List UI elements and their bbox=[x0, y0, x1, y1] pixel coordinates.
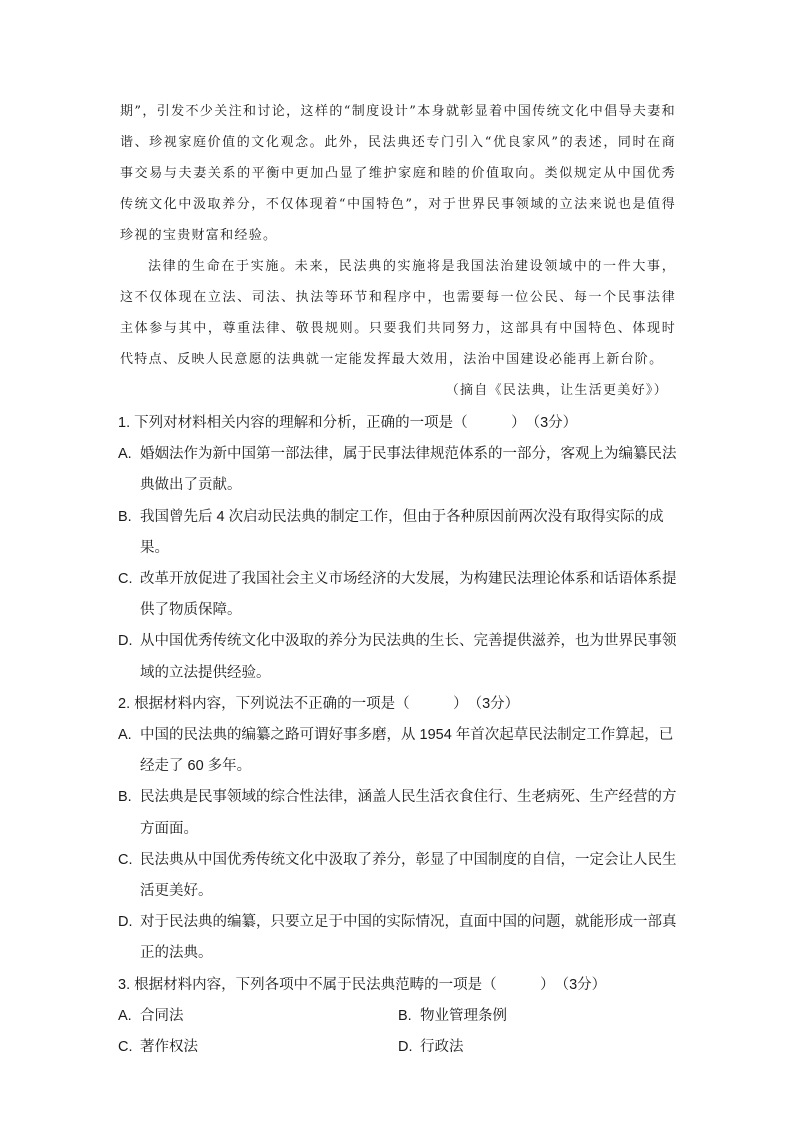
option-b bbox=[118, 782, 678, 844]
option-a bbox=[118, 439, 678, 501]
option-text: 民法典是民事领域的综合性法律，涵盖人民生活衣食住行、生老病死、生产经营的方方面面。 bbox=[140, 789, 677, 837]
option-text: 改革开放促进了我国社会主义市场经济的大发展，为构建民法理论体系和话语体系提供了物质保障。 bbox=[140, 571, 677, 619]
question-stem: 1. 下列对材料相关内容的理解和分析，正确的一项是（ ） （3分） bbox=[118, 415, 578, 431]
question-1 bbox=[118, 408, 678, 689]
option-c bbox=[118, 1032, 398, 1063]
option-b bbox=[398, 1001, 678, 1032]
question-stem: 2. 根据材料内容，下列说法不正确的一项是（ ） （3分） bbox=[118, 695, 520, 712]
option-text: 从中国优秀传统文化中汲取的养分为民法典的生长、完善提供滋养，也为世界民事领域的立法提供经验。 bbox=[140, 633, 677, 681]
option-label: D. bbox=[118, 914, 133, 931]
question-3 bbox=[118, 970, 678, 1064]
option-text: 中国的民法典的编纂之路可谓好事多磨，从 1954 年首次起草民法制定工作算起，已经走了 60 多年。 bbox=[140, 727, 674, 775]
passage-paragraph: 法律的生命在于实施。未来，民法典的实施将是我国法治建设领域中的一件大事，这不仅体现在立法、司法、执法等环节和程序中，也需要每一位公民、每一个民事法律主体参与其中，尊重法律、敬畏规则。只要我们共同努力，这部具有中国特色、体现时代特点、反映人民意愿的法典就一定能发挥最大效用，法治中国建设必能再上新台阶。 bbox=[120, 259, 676, 367]
option-text: 民法典从中国优秀传统文化中汲取了养分，彰显了中国制度的自信，一定会让人民生活更美好。 bbox=[140, 851, 677, 900]
option-text: 我国曾先后 4 次启动民法典的制定工作，但由于各种原因前两次没有取得实际的成果。 bbox=[140, 508, 664, 556]
passage-paragraph: 期”，引发不少关注和讨论，这样的“制度设计”本身就彰显着中国传统文化中倡导夫妻和谐、珍视家庭价值的文化观念。此外，民法典还专门引入“优良家风”的表述，同时在商事交易与夫妻关系的平衡中更加凸显了维护家庭和睦的价值取向。类似规定从中国优秀传统文化中汲取养分，不仅体现着“中国特色”，对于世界民事领域的立法来说也是值得珍视的宝贵财富和经验。 bbox=[120, 104, 676, 243]
option-text: 行政法 bbox=[420, 1039, 464, 1056]
reading-passage bbox=[120, 96, 676, 406]
option-c bbox=[118, 564, 678, 626]
option-text: 对于民法典的编纂，只要立足于中国的实际情况，直面中国的问题，就能形成一部真正的法典。 bbox=[140, 914, 677, 962]
option-label: C. bbox=[118, 851, 133, 868]
question-2 bbox=[118, 689, 678, 970]
option-text: 合同法 bbox=[140, 1007, 184, 1024]
option-label: C. bbox=[118, 571, 133, 588]
option-row bbox=[118, 1001, 678, 1032]
question-stem: 3. 根据材料内容，下列各项中不属于民法典范畴的一项是（ ） （3分） bbox=[118, 976, 607, 993]
option-a bbox=[118, 1001, 398, 1032]
option-row bbox=[118, 1032, 678, 1063]
option-label: B. bbox=[118, 789, 132, 806]
option-d bbox=[398, 1032, 678, 1063]
option-label: A. bbox=[118, 727, 132, 744]
option-label: D. bbox=[118, 633, 133, 650]
question-list bbox=[118, 408, 678, 1063]
option-c bbox=[118, 845, 678, 907]
option-label: A. bbox=[118, 1007, 132, 1024]
option-text: 物业管理条例 bbox=[420, 1007, 507, 1024]
option-text: 婚姻法作为新中国第一部法律，属于民事法律规范体系的一部分，客观上为编纂民法典做出了贡献。 bbox=[140, 446, 677, 494]
option-text: 著作权法 bbox=[140, 1039, 198, 1056]
option-a bbox=[118, 720, 678, 782]
option-label: B. bbox=[118, 508, 132, 525]
option-label: C. bbox=[118, 1039, 133, 1056]
option-b bbox=[118, 502, 678, 564]
option-label: A. bbox=[118, 446, 132, 463]
option-d bbox=[118, 626, 678, 688]
option-d bbox=[118, 907, 678, 969]
passage-source: （摘自《民法典，让生活更美好》） bbox=[445, 383, 668, 398]
option-label: B. bbox=[398, 1007, 412, 1024]
option-label: D. bbox=[398, 1039, 413, 1056]
